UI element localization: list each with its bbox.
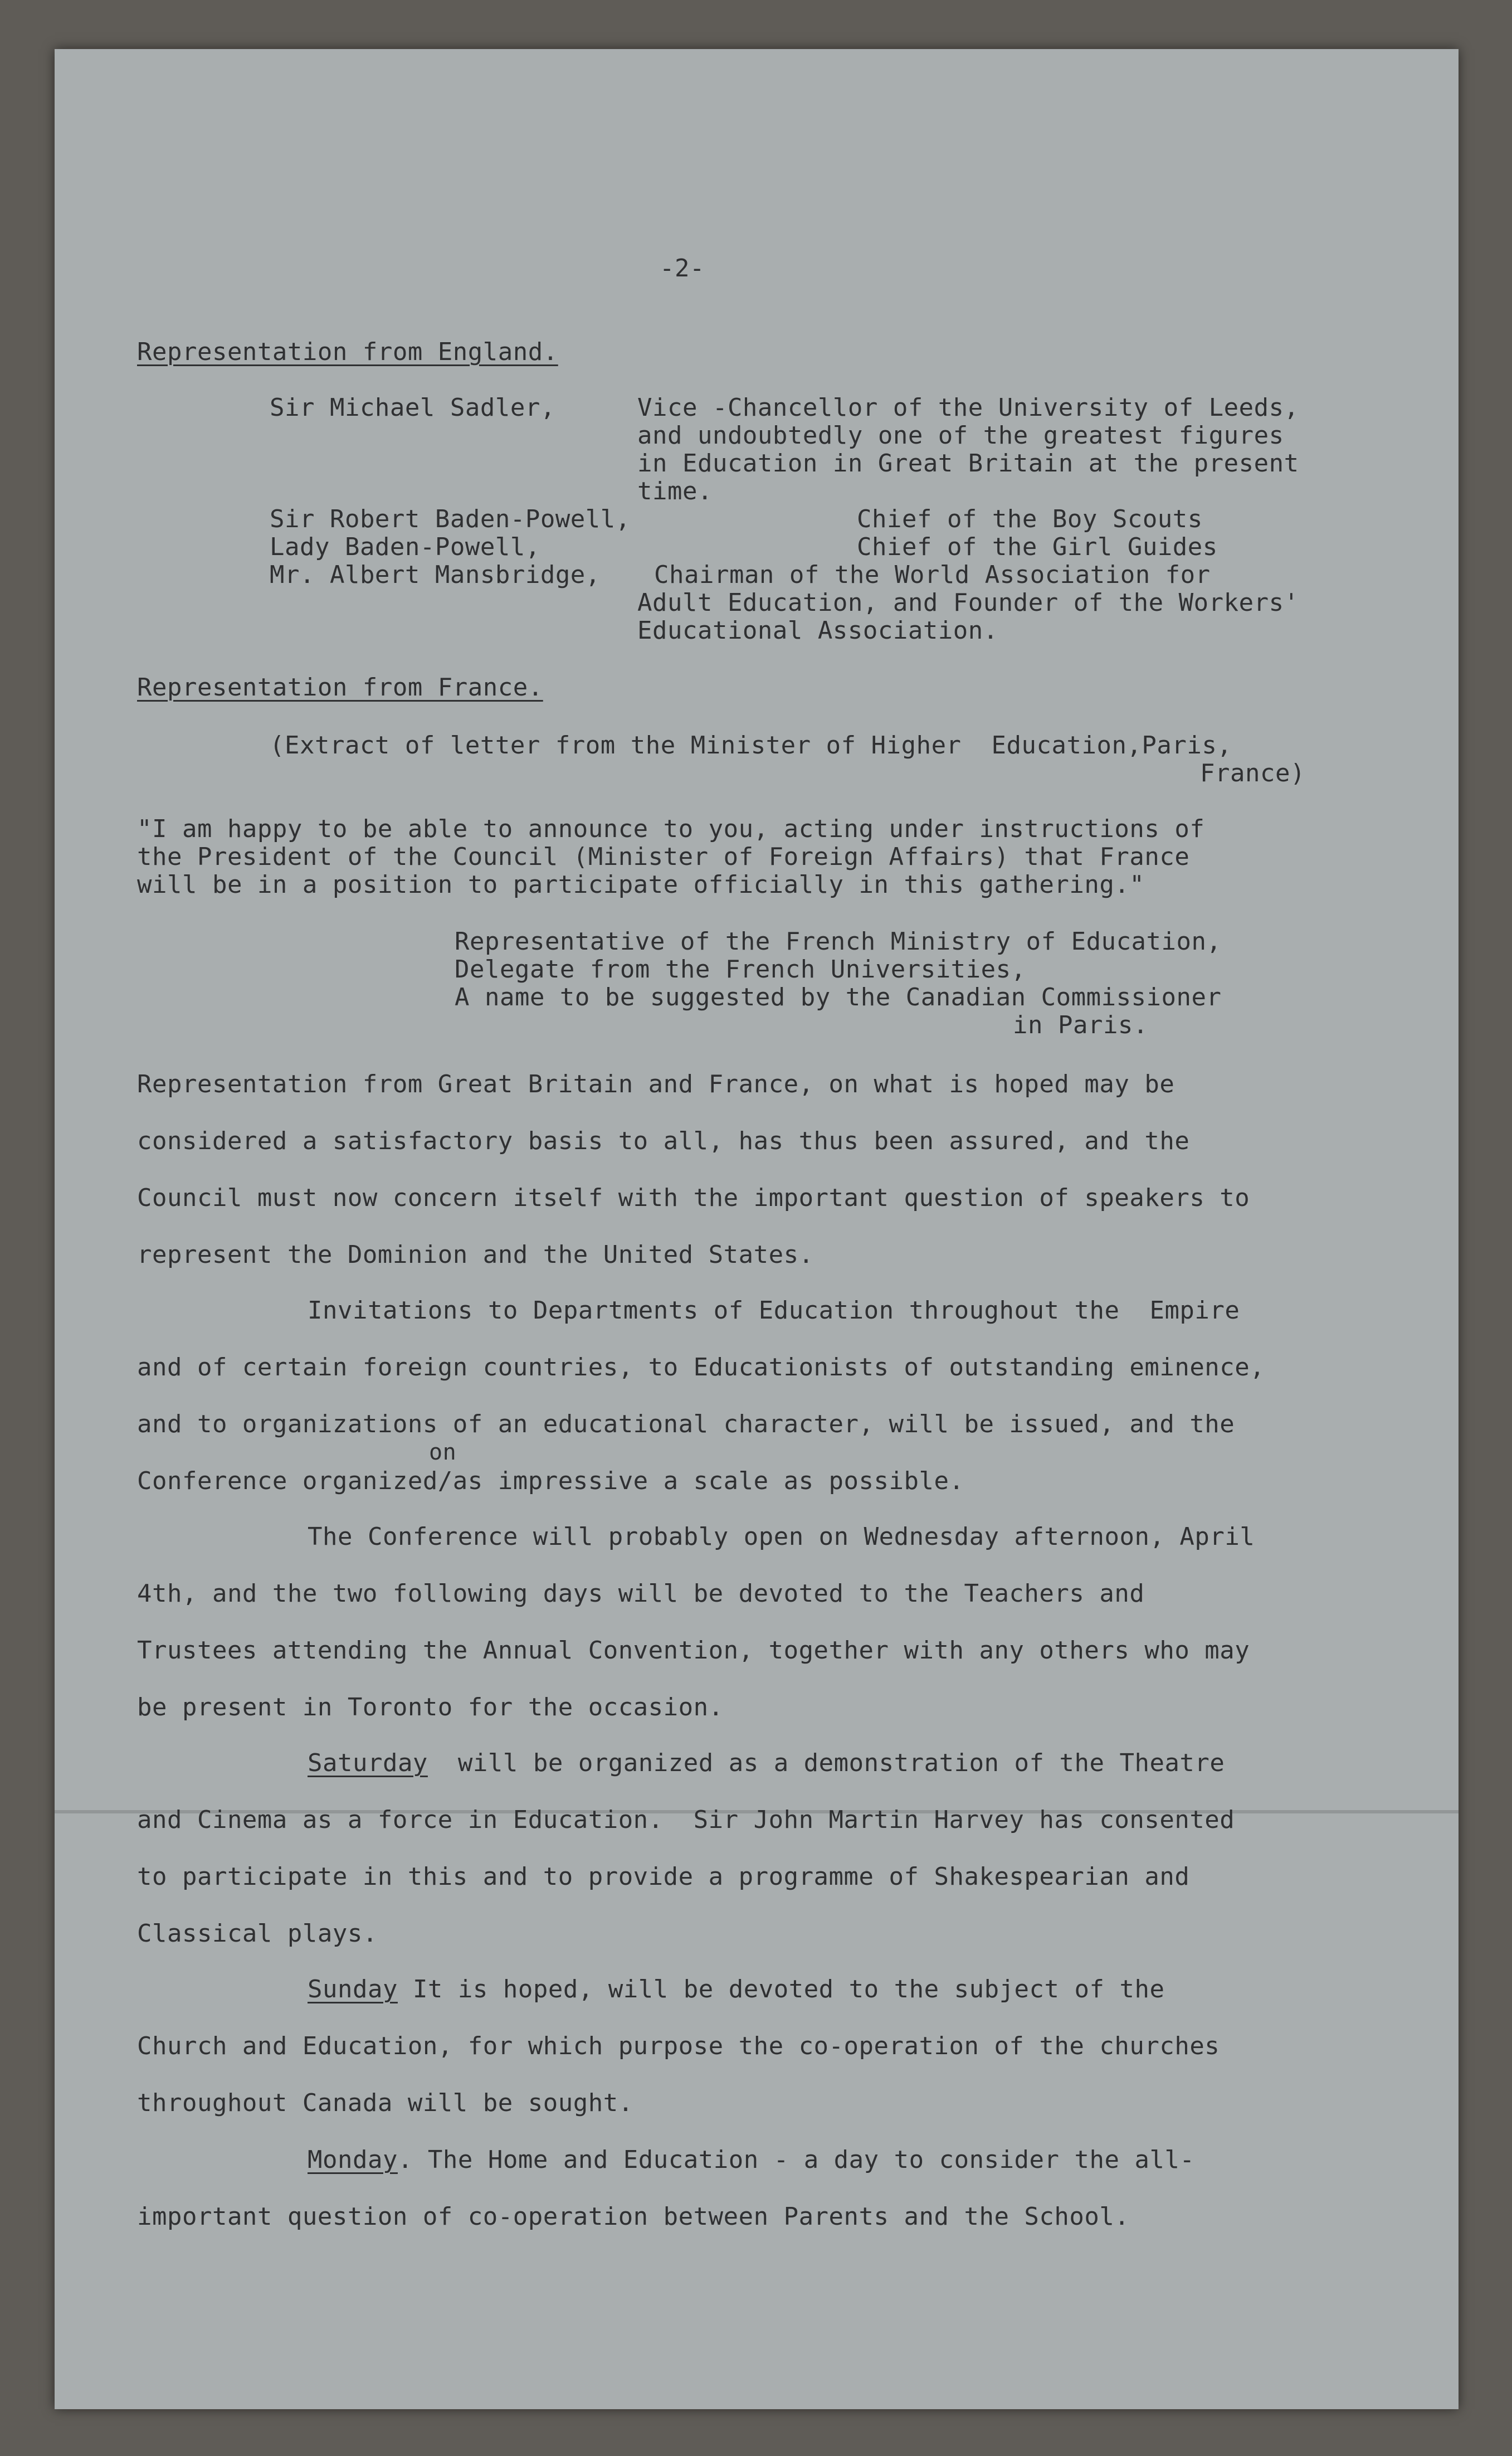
mansbridge-desc-line: Adult Education, and Founder of the Workers'	[637, 589, 1299, 617]
extract-line: (Extract of letter from the Minister of Higher Education,Paris,	[270, 731, 1232, 760]
sadler-name: Sir Michael Sadler,	[270, 393, 555, 422]
mansbridge-name: Mr. Albert Mansbridge,	[270, 561, 601, 589]
france-heading: Representation from France.	[137, 673, 543, 702]
sadler-desc-line: Vice -Chancellor of the University of Leeds,	[637, 393, 1299, 422]
baden-powell-name: Sir Robert Baden-Powell,	[270, 505, 631, 533]
sadler-desc-line: and undoubtedly one of the greatest figures	[637, 421, 1284, 450]
lady-baden-powell-name: Lady Baden-Powell,	[270, 533, 540, 561]
mansbridge-desc-line: Educational Association.	[637, 616, 998, 645]
paragraph-line: to participate in this and to provide a programme of Shakespearian and	[137, 1862, 1190, 1891]
paragraph-line: represent the Dominion and the United States.	[137, 1241, 814, 1269]
sunday-label: Sunday	[308, 1975, 398, 2003]
sadler-desc-line: time.	[637, 477, 713, 505]
document-page	[55, 49, 1459, 2409]
quote-line: will be in a position to participate officially in this gathering."	[137, 870, 1145, 899]
paragraph-line: Trustees attending the Annual Convention, together with any others who may	[137, 1636, 1250, 1665]
sadler-desc-line: in Education in Great Britain at the present	[637, 449, 1299, 478]
mansbridge-desc-line: Chairman of the World Association for	[654, 561, 1211, 589]
monday-label: Monday	[308, 2146, 398, 2174]
extract-line: France)	[1200, 759, 1305, 787]
representative-line: Representative of the French Ministry of Education,	[455, 927, 1222, 956]
paragraph-line: Invitations to Departments of Education throughout the Empire	[308, 1296, 1240, 1325]
handwritten-insertion: on	[429, 1439, 457, 1465]
quote-line: the President of the Council (Minister of Foreign Affairs) that France	[137, 843, 1190, 871]
monday-text: . The Home and Education - a day to consider the all-	[397, 2146, 1195, 2174]
paragraph-line: Church and Education, for which purpose the co-operation of the churches	[137, 2032, 1220, 2060]
representative-line: in Paris.	[1013, 1011, 1148, 1039]
paragraph-line: and of certain foreign countries, to Educationists of outstanding eminence,	[137, 1353, 1265, 1382]
paragraph-line: Council must now concern itself with the important question of speakers to	[137, 1184, 1250, 1212]
lady-baden-powell-role: Chief of the Girl Guides	[857, 533, 1218, 561]
paragraph-line: and Cinema as a force in Education. Sir John Martin Harvey has consented	[137, 1806, 1235, 1834]
paragraph-line: and to organizations of an educational character, will be issued, and the	[137, 1410, 1235, 1438]
sunday-line	[308, 1977, 1164, 2002]
paragraph-line: Classical plays.	[137, 1919, 378, 1948]
saturday-label: Saturday	[308, 1749, 428, 1777]
paragraph-line: considered a satisfactory basis to all, has thus been assured, and the	[137, 1127, 1190, 1155]
paragraph-line: Representation from Great Britain and France, on what is hoped may be	[137, 1070, 1175, 1098]
paragraph-line: 4th, and the two following days will be devoted to the Teachers and	[137, 1579, 1145, 1608]
representative-line: Delegate from the French Universities,	[455, 955, 1026, 984]
quote-line: "I am happy to be able to announce to you, acting under instructions of	[137, 815, 1205, 843]
sunday-text: It is hoped, will be devoted to the subject of the	[397, 1975, 1165, 2003]
saturday-text: will be organized as a demonstration of the Theatre	[427, 1749, 1225, 1777]
paragraph-line: throughout Canada will be sought.	[137, 2089, 633, 2117]
saturday-line	[308, 1751, 1225, 1776]
page-number: -2-	[660, 254, 705, 283]
representative-line: A name to be suggested by the Canadian Commissioner	[455, 983, 1222, 1011]
paragraph-line: The Conference will probably open on Wednesday afternoon, April	[308, 1523, 1255, 1551]
paragraph-line: be present in Toronto for the occasion.	[137, 1693, 724, 1721]
paragraph-line: important question of co-operation between Parents and the School.	[137, 2202, 1130, 2231]
monday-line	[308, 2148, 1194, 2172]
england-heading: Representation from England.	[137, 338, 558, 366]
paragraph-line: Conference organized/as impressive a scale as possible.	[137, 1467, 964, 1495]
baden-powell-role: Chief of the Boy Scouts	[857, 505, 1203, 533]
